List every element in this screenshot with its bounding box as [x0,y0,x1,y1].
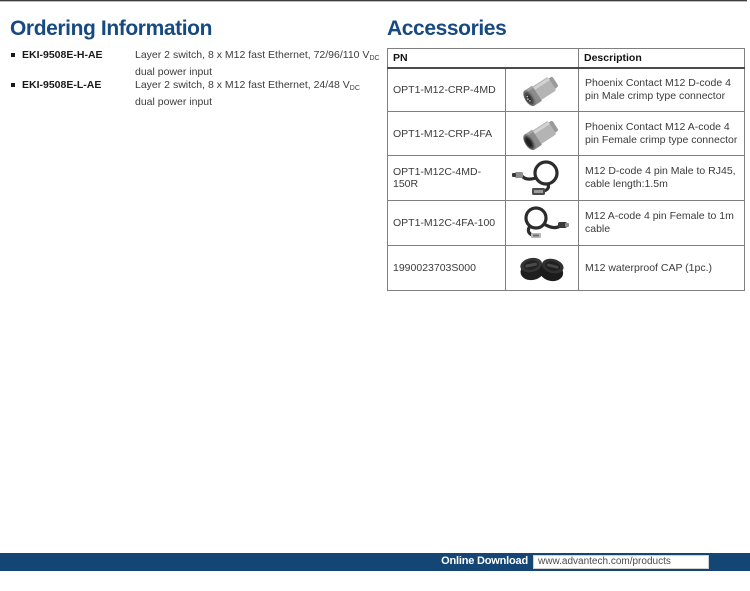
table-row [388,246,745,291]
part-number: EKI-9508E-L-AE [22,79,102,91]
accessories-table [387,48,745,291]
description-cell: M12 waterproof CAP (1pc.) [579,246,745,291]
part-description [135,49,380,79]
column-header-pn: PN [388,49,579,68]
part-description-text: Layer 2 switch, 8 x M12 fast Ethernet, 24/48 V [135,79,350,91]
description-cell: Phoenix Contact M12 A-code 4 pin Female crimp type connector [579,112,745,156]
part-number: EKI-9508E-H-AE [22,49,103,61]
pn-cell: OPT1-M12C-4FA-100 [388,201,506,246]
download-url-text[interactable]: www.advantech.com/products [538,556,671,567]
m12-a-code-female-crimp-connector-photo [506,112,579,156]
table-row [388,68,745,112]
m12-male-to-rj45-cable-photo [506,156,579,201]
description-cell: M12 A-code 4 pin Female to 1m cable [579,201,745,246]
table-row [388,201,745,246]
table-header-row [388,49,745,68]
ordering-information-title: Ordering Information [10,17,213,40]
subscript-dc: DC [369,55,380,62]
accessories-title: Accessories [387,17,507,40]
m12-waterproof-caps-photo [506,246,579,291]
online-download-label: Online Download [441,555,528,567]
part-description-text: Layer 2 switch, 8 x M12 fast Ethernet, 72/96/110 V [135,49,370,61]
pn-cell: OPT1-M12C-4MD-150R [388,156,506,201]
description-cell: M12 D-code 4 pin Male to RJ45, cable length:1.5m [579,156,745,201]
part-description [135,79,380,109]
top-divider-rule [0,0,747,2]
m12-female-1m-cable-photo [506,201,579,246]
table-row [388,112,745,156]
pn-cell: OPT1-M12-CRP-4MD [388,68,506,112]
bullet-square-icon [11,53,15,57]
part-description-text: dual power input [135,95,213,108]
column-header-description: Description [579,49,745,68]
bullet-square-icon [11,83,15,87]
part-description-text: dual power input [135,65,213,78]
m12-d-code-male-crimp-connector-photo [506,68,579,112]
pn-cell: OPT1-M12-CRP-4FA [388,112,506,156]
download-url-box[interactable] [533,555,709,569]
footer-bar [0,553,750,571]
table-row [388,156,745,201]
description-cell: Phoenix Contact M12 D-code 4 pin Male crimp type connector [579,68,745,112]
pn-cell: 1990023703S000 [388,246,506,291]
subscript-dc: DC [349,85,360,92]
